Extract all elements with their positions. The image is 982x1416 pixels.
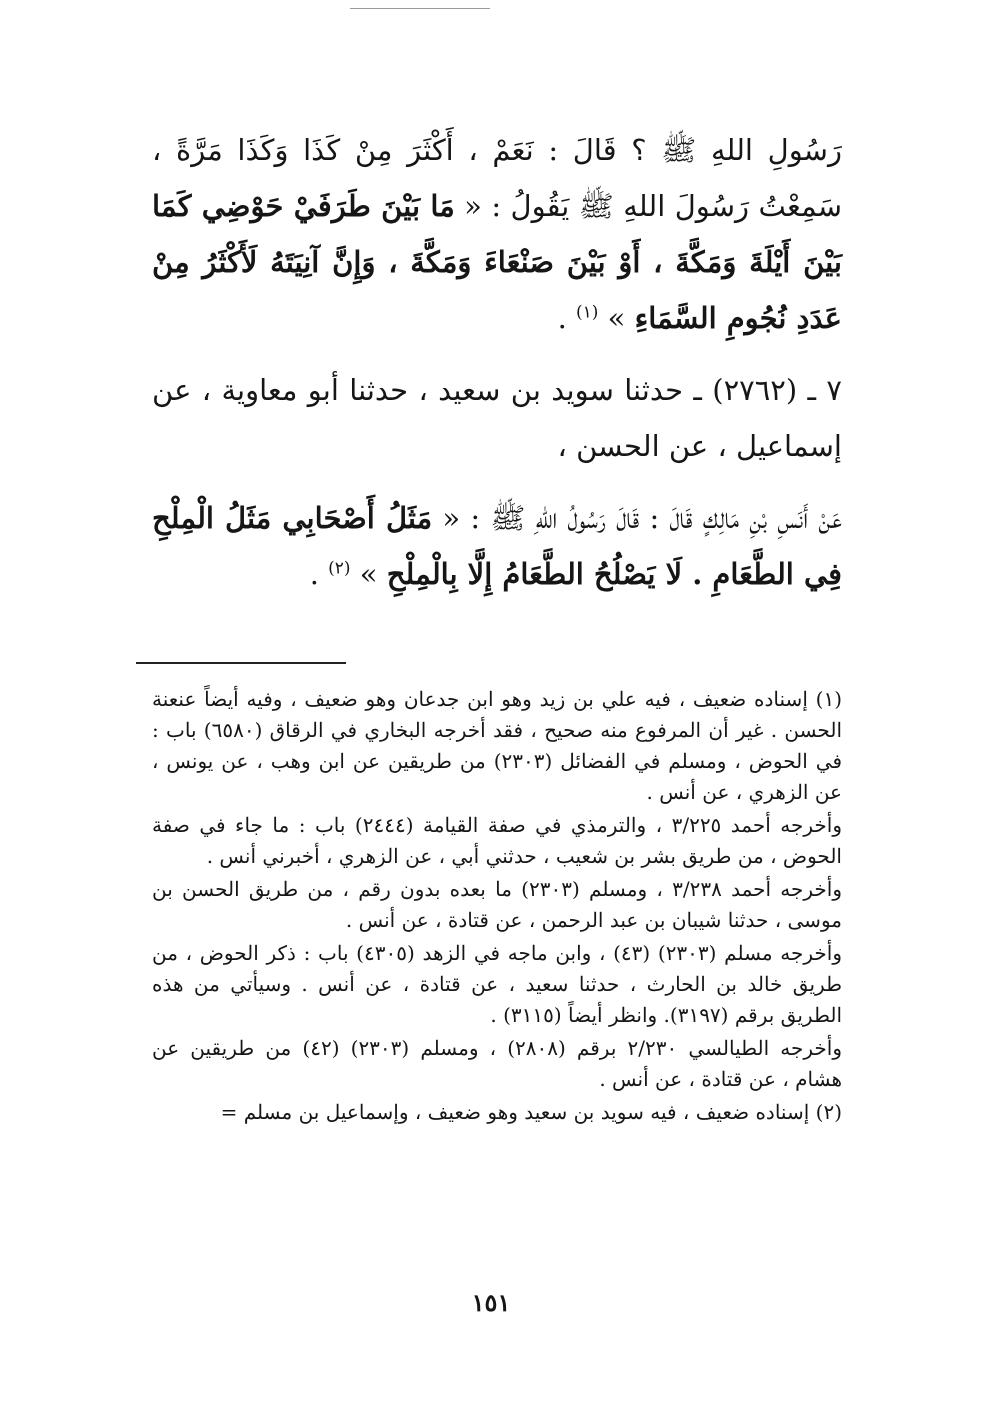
page-number: ١٥١ (471, 1288, 511, 1317)
closing-quote: » (359, 557, 378, 591)
footnote-1-cont-ahmad: وأخرجه أحمد ٣/٢٢٥ ، والترمذي في صفة القيامة (٢٤٤٤) باب : ما جاء في صفة الحوض ، من طريق بشر بن شعيب ، حدثني أبي ، عن الزهري ، أخبرني أنس . (152, 813, 842, 868)
paragraph-hadith-salt (152, 490, 842, 602)
hadith-text-salt: مَثَلُ أَصْحَابِي مَثَلُ الْمِلْحِ فِي الطَّعَامِ . لَا يَصْلُحُ الطَّعَامُ إِلَّا بِالْمِلْحِ (152, 501, 842, 591)
paragraph-isnad-7 (152, 362, 842, 474)
main-text (152, 122, 842, 618)
hadith-text-hawd: مَا بَيْنَ طَرَفَيْ حَوْضِي كَمَا بَيْنَ أَيْلَةَ وَمَكَّةَ ، أَوْ بَيْنَ صَنْعَاءَ وَمَكَّةَ ، وَإِنَّ آنِيَتَهُ لَأَكْثَرُ مِنْ عَدَدِ نُجُومِ السَّمَاءِ (152, 189, 842, 335)
footnote-1: (١) إسناده ضعيف ، فيه علي بن زيد وهو ابن جدعان وهو ضعيف ، وفيه أيضاً عنعنة الحسن . غير أن المرفوع منه صحيح ، فقد أخرجه البخاري في الرقاق (٦٥٨٠) باب : في الحوض ، ومسلم في الفضائل (٢٣٠٣) من طريقين عن ابن وهب ، عن يونس ، عن الزهري ، عن أنس . (152, 687, 843, 804)
period: . (309, 557, 319, 591)
footnotes (152, 684, 842, 1130)
footnote-ref-1[interactable]: (١) (576, 302, 599, 323)
footnote-ref-2[interactable]: (٢) (328, 558, 351, 579)
narration-text: عَنْ أَنَسِ بْنِ مَالِكٍ قَالَ : قَالَ رَسُولُ اللهِ ﷺ : « (442, 501, 843, 535)
paragraph-hawd-continuation (152, 122, 842, 346)
footnote-1-cont-tayalisi: وأخرجه الطيالسي ٢/٢٣٠ برقم (٢٨٠٨) ، ومسلم (٢٣٠٣) (٤٢) من طريقين عن هشام ، عن قتادة ، عن أنس . (152, 1036, 843, 1091)
footnote-1-cont-muslim-ibnmajah: وأخرجه مسلم (٢٣٠٣) (٤٣) ، وابن ماجه في الزهد (٤٣٠٥) باب : ذكر الحوض ، من طريق خالد بن الحارث ، حدثنا سعيد ، عن قتادة ، عن أنس . وسيأتي من هذه الطريق برقم (٣١٩٧). وانظر أيضاً (٣١١٥) . (152, 941, 842, 1027)
closing-quote: » (607, 301, 626, 335)
footnote-1-cont-ahmad-muslim: وأخرجه أحمد ٣/٢٣٨ ، ومسلم (٢٣٠٣) ما بعده بدون رقم ، من طريق الحسن بن موسى ، حدثنا شيبان بن عبد الرحمن ، عن قتادة ، عن أنس . (152, 877, 843, 932)
isnad-text: ٧ ـ (٢٧٦٢) ـ حدثنا سويد بن سعيد ، حدثنا أبو معاوية ، عن إسماعيل ، عن الحسن ، (152, 373, 842, 463)
top-rule (350, 8, 490, 9)
narration-text: رَسُولِ اللهِ ﷺ ؟ قَالَ : نَعَمْ ، أَكْثَرَ مِنْ كَذَا وَكَذَا مَرَّةً ، سَمِعْتُ رَسُولَ اللهِ ﷺ يَقُولُ : « (152, 133, 843, 223)
footnote-2: (٢) إسناده ضعيف ، فيه سويد بن سعيد وهو ضعيف ، وإسماعيل بن مسلم = (220, 1100, 842, 1124)
period: . (557, 301, 567, 335)
footnote-separator (136, 662, 346, 664)
